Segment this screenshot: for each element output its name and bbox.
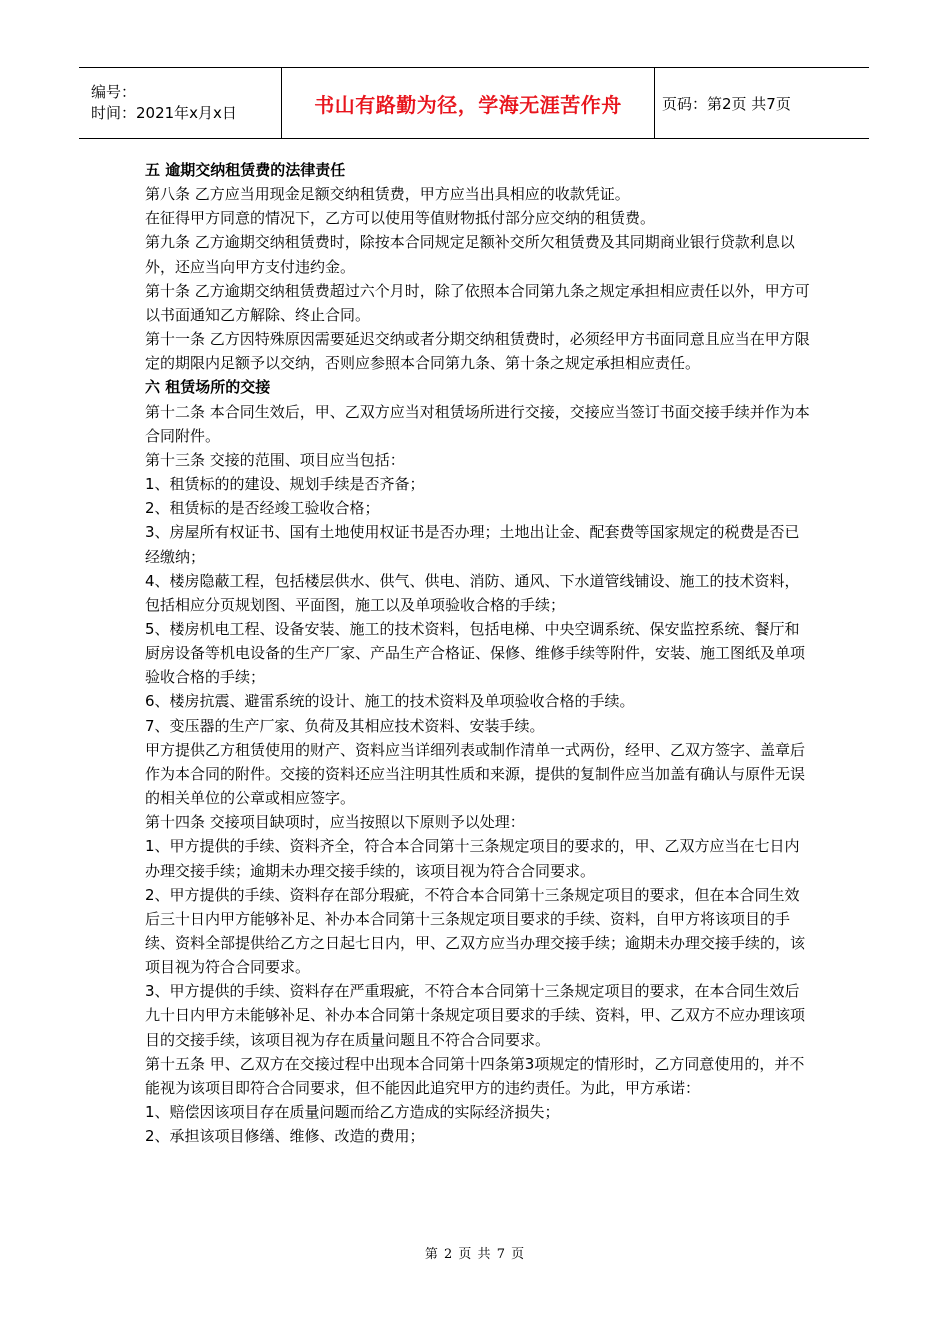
section-heading: 六 租赁场所的交接 [145,378,271,397]
paragraph: 第十二条 本合同生效后，甲、乙双方应当对租赁场所进行交接，交接应当签订书面交接手续并作为本合同附件。 [145,402,810,445]
paragraph: 在征得甲方同意的情况下，乙方可以使用等值财物抵付部分应交纳的租赁费。 [145,209,656,228]
paragraph: 第十条 乙方逾期交纳租赁费超过六个月时，除了依照本合同第九条之规定承担相应责任以外，甲方可以书面通知乙方解除、终止合同。 [145,281,810,324]
paragraph: 2、承担该项目修缮、维修、改造的费用； [145,1127,425,1146]
paragraph: 7、变压器的生产厂家、负荷及其相应技术资料、安装手续。 [145,716,545,735]
paragraph: 6、楼房抗震、避雷系统的设计、施工的技术资料及单项验收合格的手续。 [145,692,635,711]
page-indicator: 页码：第2页 共7页 [662,94,791,113]
document-date-label: 时间：2021年x月x日 [91,104,237,122]
paragraph: 甲方提供乙方租赁使用的财产、资料应当详细列表或制作清单一式两份，经甲、乙双方签字、盖章后作为本合同的附件。交接的资料还应当注明其性质和来源，提供的复制件应当加盖有确认与原件无误的相关单位的公章或相应签字。 [145,740,806,808]
paragraph: 第十五条 甲、乙双方在交接过程中出现本合同第十四条第3项规定的情形时，乙方同意使用的，并不能视为该项目即符合合同要求，但不能因此追究甲方的违约责任。为此，甲方承诺： [145,1054,805,1097]
paragraph: 2、租赁标的是否经竣工验收合格； [145,499,380,518]
paragraph: 4、楼房隐蔽工程，包括楼层供水、供气、供电、消防、通风、下水道管线铺设、施工的技术资料，包括相应分页规划图、平面图，施工以及单项验收合格的手续； [145,571,800,614]
page-footer: 第 2 页 共 7 页 [424,1247,526,1262]
document-body [145,158,813,1148]
paragraph: 第十四条 交接项目缺项时，应当按照以下原则予以处理： [145,813,525,832]
paragraph: 5、楼房机电工程、设备安装、施工的技术资料，包括电梯、中央空调系统、保安监控系统、餐厅和厨房设备等机电设备的生产厂家、产品生产合格证、保修、维修手续等附件，安装、施工图纸及单项验收合格的手续； [145,619,806,687]
paragraph: 1、甲方提供的手续、资料齐全，符合本合同第十三条规定项目的要求的，甲、乙双方应当在七日内办理交接手续；逾期未办理交接手续的，该项目视为符合合同要求。 [145,837,800,880]
page-header [79,67,869,139]
paragraph: 第九条 乙方逾期交纳租赁费时，除按本合同规定足额补交所欠租赁费及其同期商业银行贷款利息以外，还应当向甲方支付违约金。 [145,233,795,276]
paragraph: 3、甲方提供的手续、资料存在严重瑕疵，不符合本合同第十三条规定项目的要求，在本合同生效后九十日内甲方未能够补足、补办本合同第十条规定项目要求的手续、资料，甲、乙双方不应办理该项目的交接手续，该项目视为存在质量问题且不符合合同要求。 [145,982,806,1049]
paragraph: 第十一条 乙方因特殊原因需要延迟交纳或者分期交纳租赁费时，必须经甲方书面同意且应当在甲方限定的期限内足额予以交纳，否则应参照本合同第九条、第十条之规定承担相应责任。 [145,330,810,373]
header-page-info [655,68,869,138]
document-number-label: 编号： [91,83,137,101]
paragraph: 2、甲方提供的手续、资料存在部分瑕疵，不符合本合同第十三条规定项目的要求，但在本合同生效后三十日内甲方能够补足、补办本合同第十三条规定项目要求的手续、资料，自甲方将该项目的手续、资料全部提供给乙方之日起七日内，甲、乙双方应当办理交接手续；逾期未办理交接手续的，该项目视为符合合同要求。 [145,885,806,977]
section-heading: 五 逾期交纳租赁费的法律责任 [145,161,346,179]
paragraph: 1、租赁标的的建设、规划手续是否齐备； [145,475,425,494]
paragraph: 第十三条 交接的范围、项目应当包括： [145,450,405,469]
paragraph: 1、赔偿因该项目存在质量问题而给乙方造成的实际经济损失； [145,1103,560,1122]
header-motto-cell [282,68,655,138]
header-meta [79,68,282,138]
paragraph: 3、房屋所有权证书、国有土地使用权证书是否办理；土地出让金、配套费等国家规定的税费是否已经缴纳； [145,523,800,566]
motto-text: 书山有路勤为径，学海无涯苦作舟 [314,92,622,117]
paragraph: 第八条 乙方应当用现金足额交纳租赁费，甲方应当出具相应的收款凭证。 [145,185,630,204]
